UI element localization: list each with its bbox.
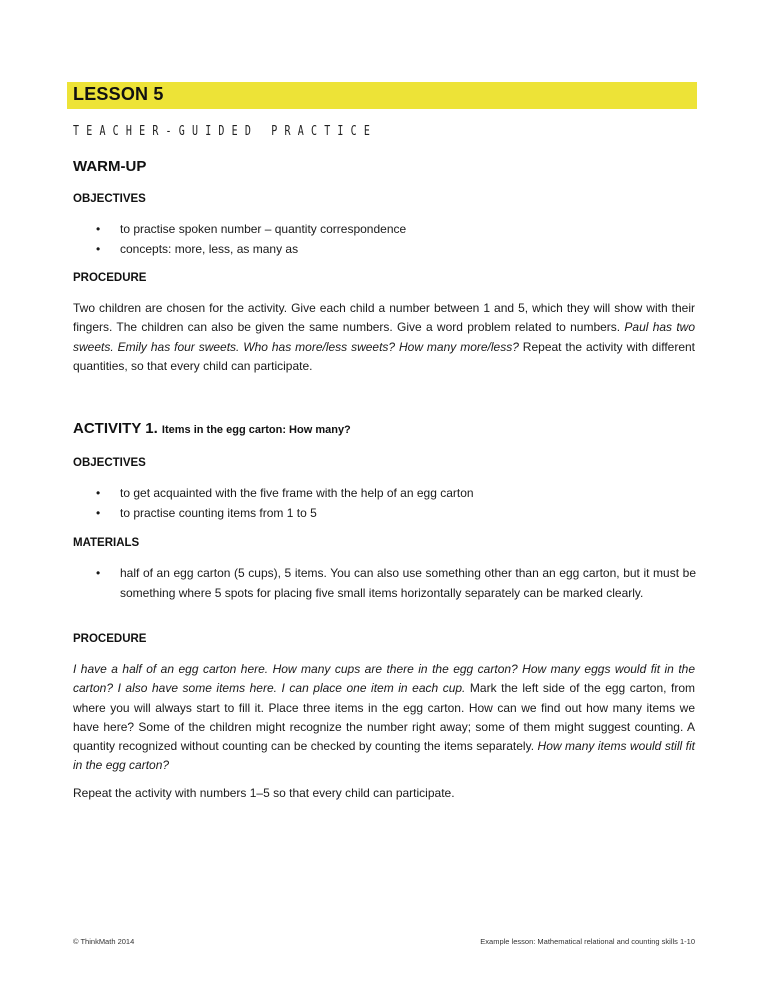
activity1-procedure-label: PROCEDURE <box>73 633 147 645</box>
warmup-procedure-label: PROCEDURE <box>73 272 147 284</box>
activity1-objectives-list <box>96 484 696 523</box>
lesson-title-bar <box>67 82 697 109</box>
list-item: • to get acquainted with the five frame with the help of an egg carton <box>96 486 474 500</box>
activity1-procedure-text: I have a half of an egg carton here. How many cups are there in the egg carton? How many eggs would fit in the carton? I also have some items here. I can place one item in each cup. Mark the left side of the egg carton, from where you will always start to fill it. Place three items in the egg carton. How can we find out how many items we have here? Some of the children might recognize the number right away; some of them might suggest counting. A quantity recognized without counting can be checked by counting the items separately. How many items would still fit in the egg carton? <box>73 662 695 773</box>
activity1-repeat-text: Repeat the activity with numbers 1–5 so that every child can participate. <box>73 786 455 800</box>
list-item: • half of an egg carton (5 cups), 5 items. You can also use something other than an egg carton, but it must be something where 5 spots for placing five small items horizontally separately can be marked clearly. <box>96 566 696 600</box>
list-item: • to practise spoken number – quantity correspondence <box>96 222 407 236</box>
lesson-subtitle: TEACHER-GUIDED PRACTICE <box>73 124 378 139</box>
lesson-title: LESSON 5 <box>73 84 164 104</box>
footer-title: Example lesson: Mathematical relational and counting skills 1-10 <box>480 937 695 946</box>
list-item: • to practise counting items from 1 to 5 <box>96 505 317 520</box>
activity1-objectives-label: OBJECTIVES <box>73 457 146 469</box>
warmup-procedure-text: Two children are chosen for the activity. Give each child a number between 1 and 5, which they will show with their fingers. The children can also be given the same numbers. Give a word problem related to numbers. Paul has two sweets. Emily has four sweets. Who has more/less sweets? How many more/less? Repeat the activity with different quantities, so that every child can participate. <box>73 301 695 373</box>
warmup-heading: WARM-UP <box>73 158 147 175</box>
warmup-objectives-list <box>96 220 696 259</box>
activity1-materials-label: MATERIALS <box>73 537 140 549</box>
activity1-heading: ACTIVITY 1. Items in the egg carton: How many? <box>73 420 351 437</box>
footer-copyright: © ThinkMath 2014 <box>73 937 135 946</box>
activity1-materials-list <box>96 564 696 603</box>
list-item: • concepts: more, less, as many as <box>96 241 299 256</box>
warmup-objectives-label: OBJECTIVES <box>73 193 146 205</box>
